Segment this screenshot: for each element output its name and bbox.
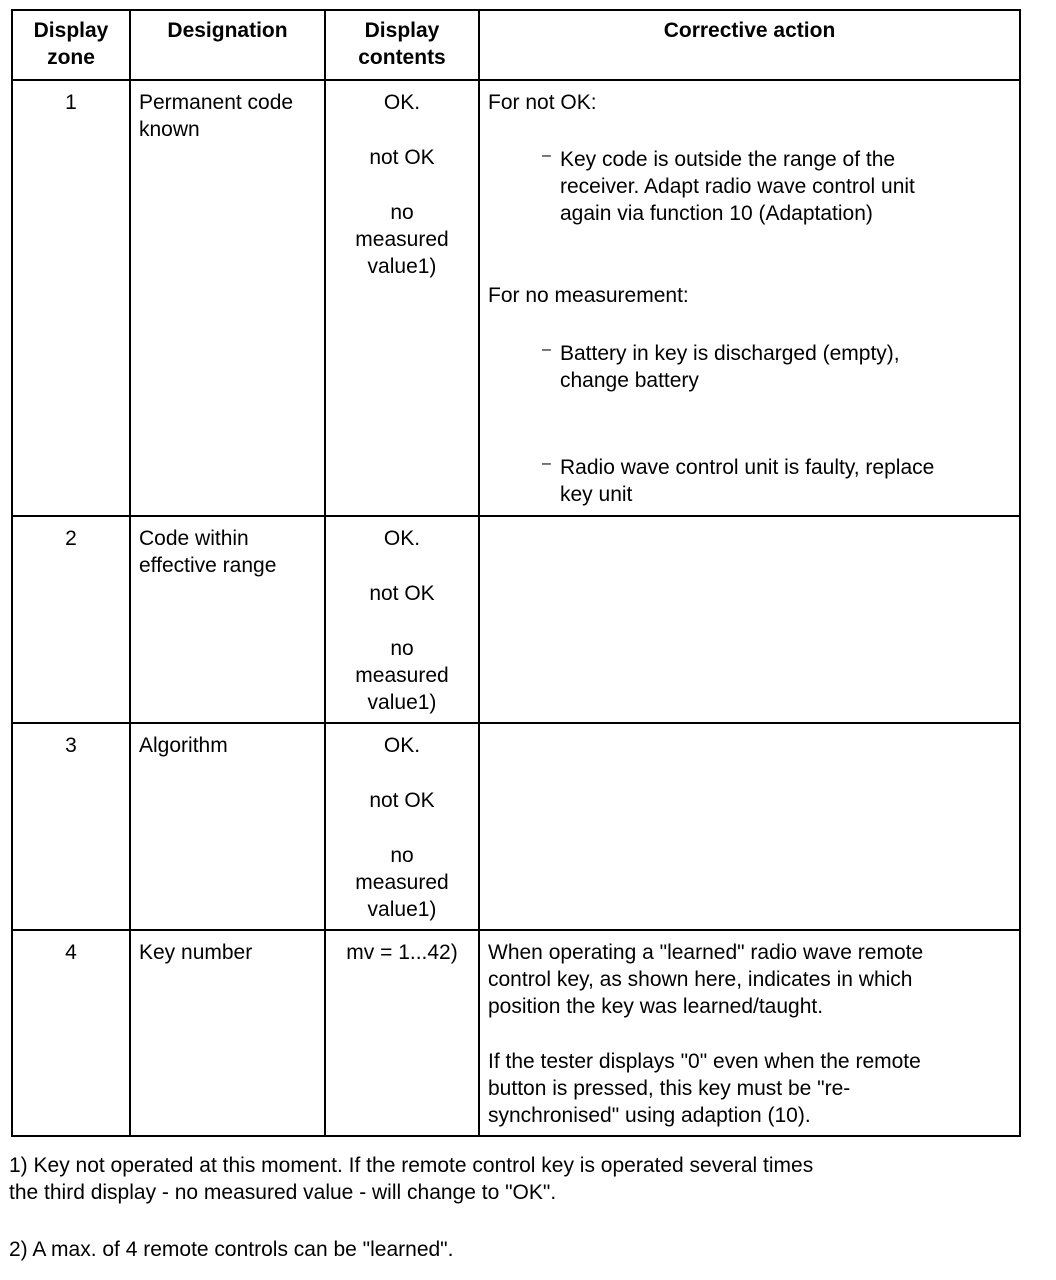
list-item: – Radio wave control unit is faulty, replace key unit [542, 455, 935, 506]
dash-bullet: – [542, 341, 551, 358]
table-row [12, 930, 1020, 1136]
designation-cell: Algorithm [130, 723, 325, 930]
action-cell [479, 516, 1020, 723]
header-display-contents: Display contents [325, 10, 479, 80]
contents-cell: OK. not OK no measured value1) [325, 80, 479, 516]
zone-cell: 1 [12, 80, 130, 516]
diagnostic-table [11, 9, 1021, 1137]
action-cell [479, 723, 1020, 930]
action-paragraph: When operating a "learned" radio wave remote control key, as shown here, indicates in which position the key was learned/taught. [488, 941, 924, 1018]
dash-bullet: – [542, 147, 551, 164]
footnote-1: 1) Key not operated at this moment. If the remote control key is operated several times the third display - no measured value - will change to "OK". [9, 1154, 814, 1204]
table-header-row [12, 10, 1020, 80]
list-item: – Key code is outside the range of the receiver. Adapt radio wave control unit again via function 10 (Adaptation) [542, 147, 915, 225]
action-heading-not-ok: For not OK: [488, 91, 597, 114]
zone-cell: 3 [12, 723, 130, 930]
action-cell [479, 930, 1020, 1136]
contents-cell: OK. not OK no measured value1) [325, 723, 479, 930]
list-item: – Battery in key is discharged (empty), change battery [542, 341, 900, 392]
header-designation: Designation [130, 10, 325, 80]
footnotes [9, 1152, 1039, 1263]
table-row [12, 516, 1020, 723]
zone-cell: 4 [12, 930, 130, 1136]
contents-cell: mv = 1...42) [325, 930, 479, 1136]
header-display-zone: Display zone [12, 10, 130, 80]
table-row [12, 80, 1020, 516]
zone-cell: 2 [12, 516, 130, 723]
contents-cell: OK. not OK no measured value1) [325, 516, 479, 723]
footnote-2: 2) A max. of 4 remote controls can be "learned". [9, 1238, 454, 1261]
dash-bullet: – [542, 455, 551, 472]
action-paragraph: If the tester displays "0" even when the remote button is pressed, this key must be "re- synchronised" using adaption (10). [488, 1050, 921, 1127]
action-heading-no-measurement: For no measurement: [488, 284, 689, 307]
header-corrective-action: Corrective action [479, 10, 1020, 80]
action-cell [479, 80, 1020, 516]
designation-cell: Key number [130, 930, 325, 1136]
designation-cell: Permanent code known [130, 80, 325, 516]
table-row [12, 723, 1020, 930]
designation-cell: Code within effective range [130, 516, 325, 723]
